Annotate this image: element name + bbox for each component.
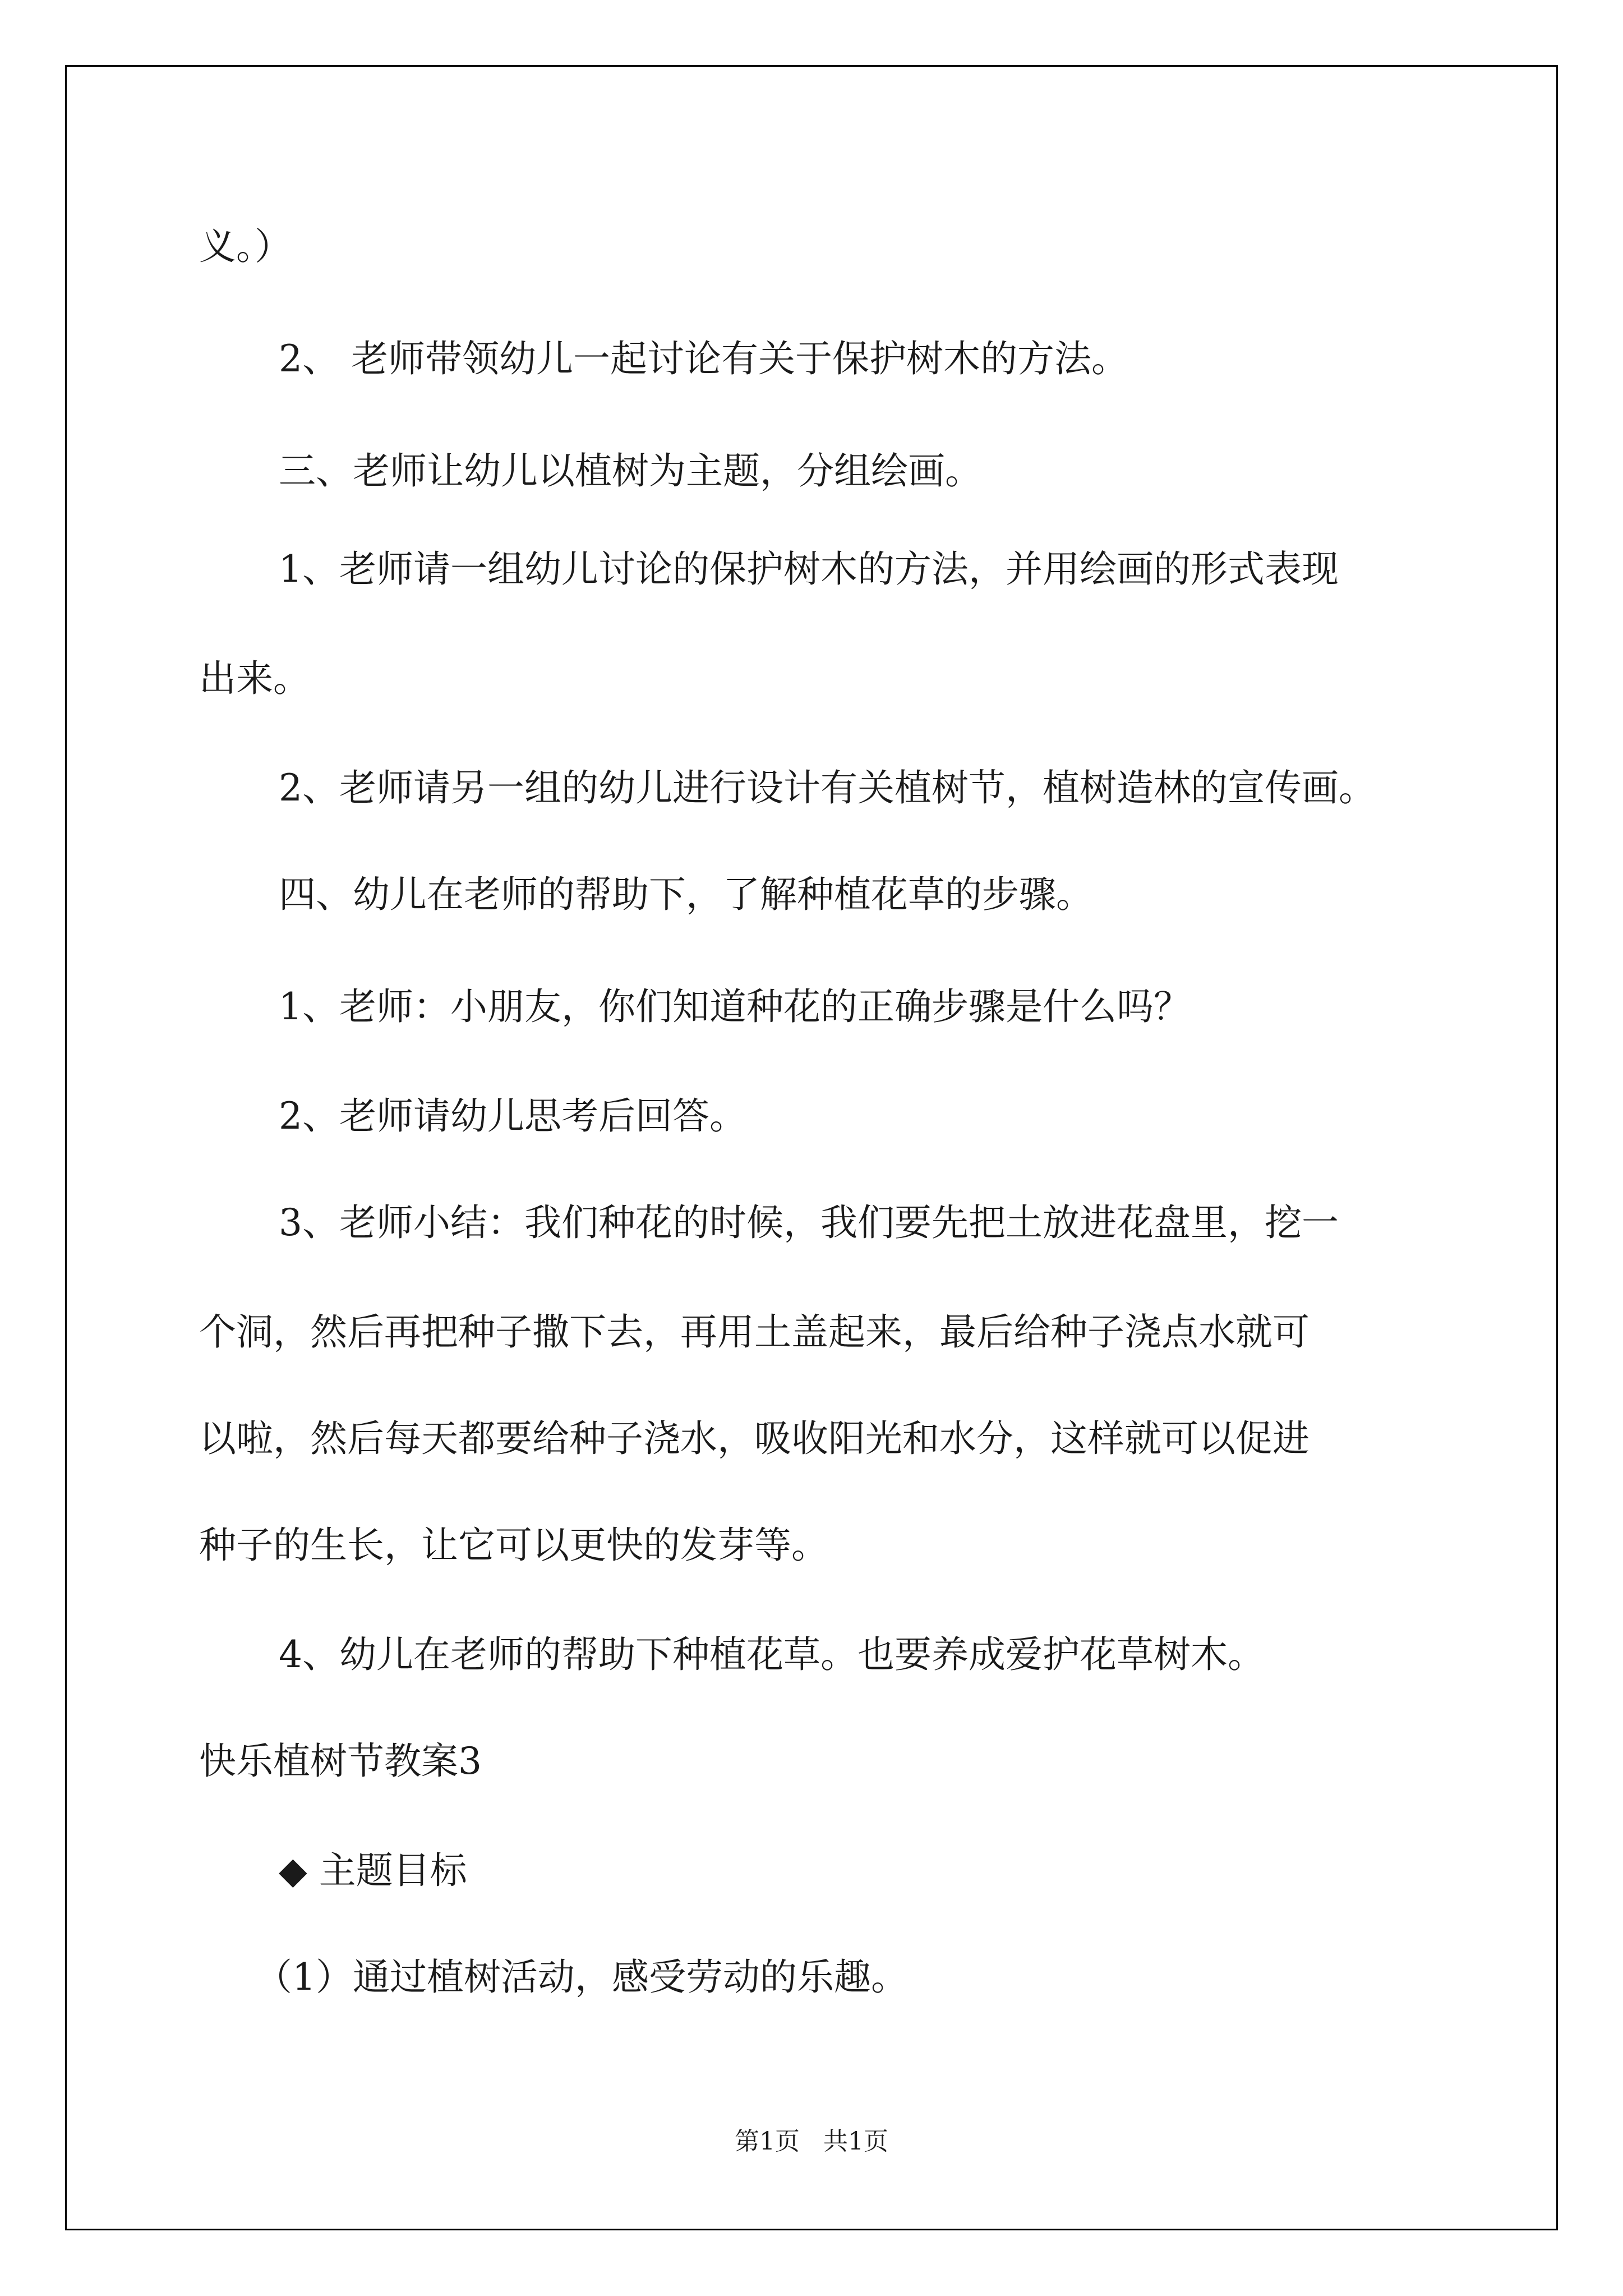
text-line: 出来。 [199, 657, 310, 700]
text-line: 1、老师：小朋友，你们知道种花的正确步骤是什么吗？ [279, 985, 1191, 1028]
text-line: 三、老师让幼儿以植树为主题，分组绘画。 [279, 449, 982, 493]
text-line: 个洞，然后再把种子撒下去，再用土盖起来，最后给种子浇点水就可 [199, 1310, 1310, 1354]
text-line: 以啦，然后每天都要给种子浇水，吸收阳光和水分，这样就可以促进 [199, 1417, 1310, 1460]
text-line: 4、幼儿在老师的帮助下种植花草。也要养成爱护花草树木。 [279, 1633, 1265, 1676]
text-line: 四、幼儿在老师的帮助下，了解种植花草的步骤。 [279, 873, 1093, 916]
text-line: （1）通过植树活动，感受劳动的乐趣。 [255, 1955, 908, 1999]
section-title: 快乐植树节教案3 [199, 1740, 482, 1783]
text-line: 1、老师请一组幼儿讨论的保护树木的方法，并用绘画的形式表现 [279, 547, 1339, 591]
page-border [65, 65, 1558, 2230]
text-line: 2、老师请幼儿思考后回答。 [279, 1094, 746, 1138]
text-line: 2、老师请另一组的幼儿进行设计有关植树节，植树造林的宣传画。 [279, 766, 1376, 809]
bullet-heading: ◆ 主题目标 [279, 1849, 467, 1892]
text-line: 3、老师小结：我们种花的时候，我们要先把土放进花盘里，挖一 [279, 1201, 1339, 1244]
text-line: 义。） [199, 225, 292, 268]
page-footer: 第1页 共1页 [735, 2127, 888, 2156]
text-line: 2、 老师带领幼儿一起讨论有关于保护树木的方法。 [279, 337, 1128, 380]
text-line: 种子的生长，让它可以更快的发芽等。 [199, 1524, 828, 1567]
